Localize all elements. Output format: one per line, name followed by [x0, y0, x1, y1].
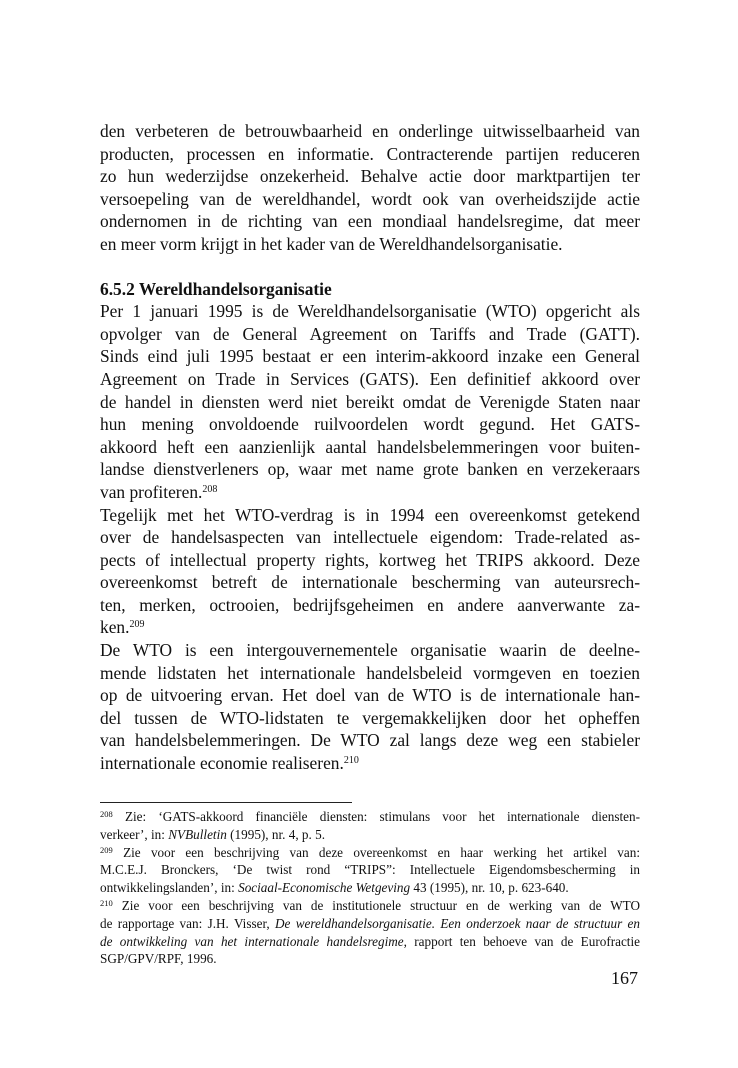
text-line: pects of intellectual property rights, kortweg het TRIPS akkoord. Deze	[100, 549, 640, 570]
text-line: zo hun wederzijdse onzekerheid. Behalve actie door marktpartijen ter	[100, 166, 640, 187]
footnote-text: (1995), nr. 4, p. 5.	[226, 826, 326, 842]
text-line: del tussen de WTO-lidstaten te vergemakkelijken door het opheffen	[100, 707, 640, 728]
footnote-source-title: de ontwikkeling van het internationale handelsregime	[100, 933, 404, 949]
footnote-line: M.C.E.J. Bronckers, ‘De twist rond “TRIPS”: Intellectuele Eigendomsbescherming in	[100, 862, 640, 878]
footnote-text: Zie voor een beschrijving van deze overeenkomst en haar werking het artikel van:	[123, 844, 640, 860]
line-text: van profiteren.	[100, 481, 203, 502]
footnote-text: verkeer’, in:	[100, 826, 169, 842]
text-line: opvolger van de General Agreement on Tariffs and Trade (GATT).	[100, 323, 640, 344]
footnote-marker: 209	[100, 844, 113, 855]
footnote-ref-210[interactable]: 210	[343, 755, 359, 767]
section-heading: 6.5.2 Wereldhandelsorganisatie	[100, 278, 332, 299]
footnote-divider	[100, 802, 352, 803]
footnote-line	[100, 826, 640, 844]
footnote-line	[100, 844, 640, 862]
text-line: versoepeling van de wereldhandel, wordt ook van overheidszijde actie	[100, 188, 640, 209]
text-line: overeenkomst betreft de internationale bescherming van auteursrech-	[100, 572, 640, 593]
paragraph-wto	[100, 300, 640, 503]
text-line: ten, merken, octrooien, bedrijfsgeheimen en andere aanverwante za-	[100, 594, 640, 615]
footnote-ref-208[interactable]: 208	[202, 483, 218, 495]
footnote-ref-209[interactable]: 209	[129, 619, 145, 631]
text-line: Tegelijk met het WTO-verdrag is in 1994 een overeenkomst getekend	[100, 504, 640, 525]
text-line: landse dienstverleners op, waar met name grote banken en verzekeraars	[100, 459, 640, 480]
text-line	[100, 752, 640, 775]
footnote-209	[100, 844, 640, 897]
footnote-marker: 208	[100, 809, 113, 819]
text-line: van handelsbelemmeringen. De WTO zal langs deze weg een stabieler	[100, 730, 640, 751]
footnote-source-title: De wereldhandelsorganisatie. Een onderzoek naar de structuur en	[274, 915, 641, 931]
text-line: hun mening onvoldoende ruilvoordelen wordt gegund. Het GATS-	[100, 414, 640, 435]
footnote-text: 43 (1995), nr. 10, p. 623-640.	[410, 880, 569, 896]
line-text: ken.	[100, 617, 130, 638]
footnotes	[100, 808, 640, 968]
text-line: de handel in diensten werd niet bereikt omdat de Verenigde Staten naar	[100, 391, 640, 412]
footnote-text: ontwikkelingslanden’, in:	[100, 880, 239, 896]
text-line: den verbeteren de betrouwbaarheid en onderlinge uitwisselbaarheid van	[100, 121, 640, 141]
footnote-210	[100, 897, 640, 968]
footnote-line	[100, 879, 640, 897]
footnote-source-title: Sociaal-Economische Wetgeving	[238, 880, 411, 896]
text-line: over de handelsaspecten van intellectuele eigendom: Trade-related as-	[100, 527, 640, 548]
footnote-208	[100, 808, 640, 844]
footnote-line	[100, 808, 640, 826]
page-number: 167	[611, 968, 638, 988]
text-line: De WTO is een intergouvernementele organisatie waarin de deelne-	[100, 640, 640, 661]
text-line: en meer vorm krijgt in het kader van de Wereldhandelsorganisatie.	[100, 233, 563, 254]
footnote-source-title: NVBulletin	[168, 826, 227, 842]
text-line: Per 1 januari 1995 is de Wereldhandelsorganisatie (WTO) opgericht als	[100, 301, 640, 322]
text-line	[100, 616, 640, 639]
text-line: Sinds eind juli 1995 bestaat er een interim-akkoord inzake een General	[100, 346, 640, 367]
footnote-text: , rapport ten behoeve van de Eurofractie	[403, 933, 640, 949]
footnote-marker: 210	[100, 897, 113, 908]
footnote-line	[100, 933, 640, 951]
text-line: mende lidstaten het internationale handelsbeleid vormgeven en toezien	[100, 662, 640, 683]
body-text	[100, 120, 640, 775]
footnote-text: Zie voor een beschrijving van de institutionele structuur en de werking van de WTO	[121, 897, 641, 913]
text-line: ondernomen in de richting van een mondiaal handelsregime, dat meer	[100, 211, 640, 232]
intro-paragraph	[100, 120, 640, 256]
text-line: Agreement on Trade in Services (GATS). Een definitief akkoord over	[100, 368, 640, 389]
footnote-text: Zie: ‘GATS-akkoord financiële diensten: stimulans voor het internationale diensten-	[124, 809, 641, 824]
footnote-line: SGP/GPV/RPF, 1996.	[100, 951, 217, 967]
paragraph-trips	[100, 504, 640, 640]
footnote-line	[100, 897, 640, 915]
footnote-text: de rapportage van: J.H. Visser,	[100, 915, 275, 931]
footnote-line	[100, 915, 640, 933]
text-line: akkoord heft een aanzienlijk aantal handelsbelemmeringen voor buiten-	[100, 436, 640, 457]
line-text: internationale economie realiseren.	[100, 753, 344, 774]
text-line: op de uitvoering ervan. Het doel van de WTO is de internationale han-	[100, 685, 640, 706]
text-line: producten, processen en informatie. Contracterende partijen reduceren	[100, 143, 640, 164]
paragraph-wto-goal	[100, 639, 640, 775]
text-line	[100, 481, 640, 504]
